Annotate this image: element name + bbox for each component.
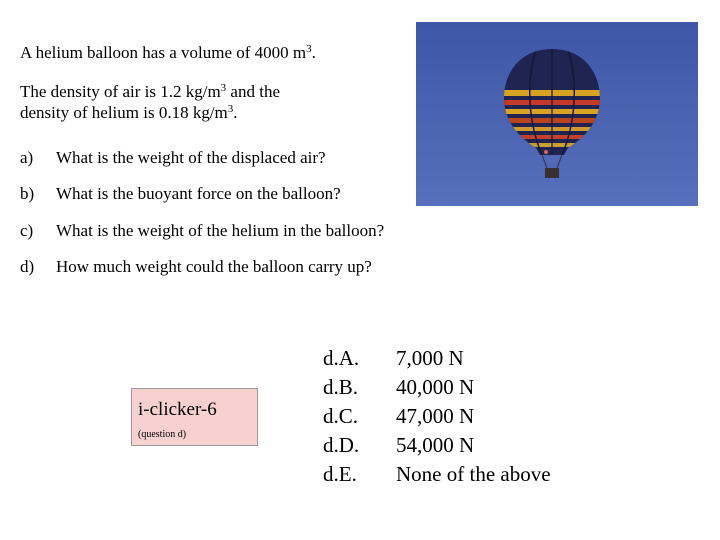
choice-labels bbox=[323, 344, 359, 489]
question-c: c) What is the weight of the helium in the balloon? bbox=[20, 221, 385, 240]
choice-value: None of the above bbox=[396, 462, 551, 486]
density-statement: The density of air is 1.2 $kg/m^3$ and the density of helium is 0.18 $kg/m^3$. bbox=[20, 82, 280, 122]
volume-statement: A helium balloon has a volume of 4000 $m^3$. bbox=[20, 43, 316, 62]
question-d: d) How much weight could the balloon carry up? bbox=[20, 257, 372, 276]
choice-label: d.B. bbox=[323, 375, 359, 399]
choice-value: 54,000 N bbox=[396, 433, 475, 457]
choice-value: 7,000 N bbox=[396, 346, 464, 370]
choice-label: d.C. bbox=[323, 404, 359, 428]
choice-value: 47,000 N bbox=[396, 404, 475, 428]
choice-label: d.A. bbox=[323, 346, 360, 370]
choice-label: d.E. bbox=[323, 462, 357, 486]
choice-values bbox=[396, 344, 551, 489]
question-b: b) What is the buoyant force on the balloon? bbox=[20, 184, 341, 203]
iclicker-label-box bbox=[131, 388, 258, 446]
choice-label: d.D. bbox=[323, 433, 360, 457]
question-a: a) What is the weight of the displaced air? bbox=[20, 148, 326, 167]
iclicker-subtitle: (question d) bbox=[138, 429, 187, 440]
choice-value: 40,000 N bbox=[396, 375, 475, 399]
hot-air-balloon-photo bbox=[416, 22, 698, 206]
iclicker-title: i-clicker-6 bbox=[138, 399, 217, 420]
